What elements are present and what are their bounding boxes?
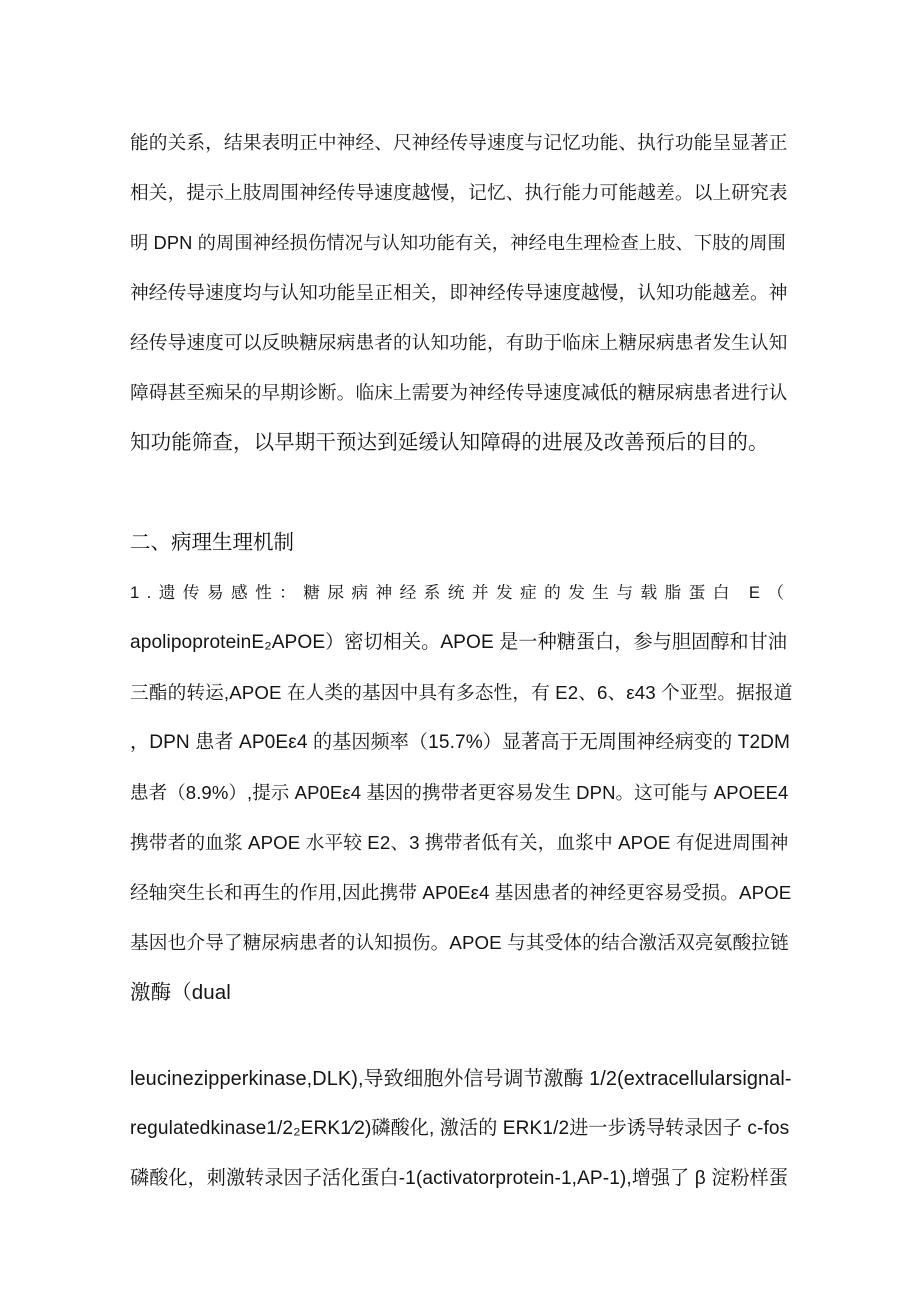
- paragraph-cognition-nerve-conduction: [130, 118, 792, 468]
- text-line: 障碍甚至痴呆的早期诊断。临床上需要为神经传导速度减低的糖尿病患者进行认: [130, 382, 788, 403]
- text-column: [130, 118, 792, 1204]
- text-line: 神经传导速度均与认知功能呈正相关，即神经传导速度越慢，认知功能越差。神: [130, 282, 788, 303]
- paragraph-spacer: [130, 468, 792, 518]
- text-line: 三酯的转运,APOE 在人类的基因中具有多态性，有 E2、6、ε43 个亚型。据报道: [130, 682, 793, 703]
- text-line: 磷酸化，刺激转录因子活化蛋白-1(activatorprotein-1,AP-1),增强了 β 淀粉样蛋: [130, 1168, 789, 1189]
- text-line: ，DPN 患者 AP0Eε4 的基因频率（15.7%）显著高于无周围神经病变的 T2DM: [130, 732, 791, 753]
- paragraph-dlk-erk-signaling: [130, 1054, 792, 1204]
- text-line: 经传导速度可以反映糖尿病患者的认知功能，有助于临床上糖尿病患者发生认知: [130, 332, 788, 353]
- text-line: 知功能筛查，以早期干预达到延缓认知障碍的进展及改善预后的目的。: [130, 431, 769, 454]
- text-line: 能的关系，结果表明正中神经、尺神经传导速度与记忆功能、执行功能呈显著正: [130, 132, 788, 153]
- text-line: 携带者的血浆 APOE 水平较 E2、3 携带者低有关，血浆中 APOE 有促进周围神: [130, 832, 789, 853]
- text-line: apolipoproteinE₂APOE）密切相关。APOE 是一种糖蛋白，参与胆固醇和甘油: [130, 632, 788, 653]
- text-line: regulatedkinase1/2₂ERK1⁄2)磷酸化, 激活的 ERK1/2进一步诱导转录因子 c-fos: [130, 1118, 790, 1139]
- text-line: 1.遗传易感性：糖尿病神经系统并发症的发生与载脂蛋白 E（: [130, 583, 792, 602]
- section-heading-pathophysiology: 二、病理生理机制: [130, 531, 294, 554]
- paragraph-genetic-susceptibility: [130, 568, 792, 1018]
- text-line: 明 DPN 的周围神经损伤情况与认知功能有关，神经电生理检查上肢、下肢的周围: [130, 232, 786, 253]
- text-line: leucinezipperkinase,DLK),导致细胞外信号调节激酶 1/2(extracellularsignal-: [130, 1068, 792, 1090]
- text-line: 相关，提示上肢周围神经传导速度越慢，记忆、执行能力可能越差。以上研究表: [130, 182, 788, 203]
- text-line: 基因也介导了糖尿病患者的认知损伤。APOE 与其受体的结合激活双亮氨酸拉链: [130, 932, 789, 953]
- text-line: 患者（8.9%）,提示 AP0Eε4 基因的携带者更容易发生 DPN。这可能与 APOEE4: [130, 782, 789, 803]
- paragraph-spacer: [130, 1018, 792, 1054]
- text-line: 激酶（dual: [130, 981, 231, 1004]
- text-line: 经轴突生长和再生的作用,因此携带 AP0Eε4 基因患者的神经更容易受损。APOE: [130, 882, 792, 903]
